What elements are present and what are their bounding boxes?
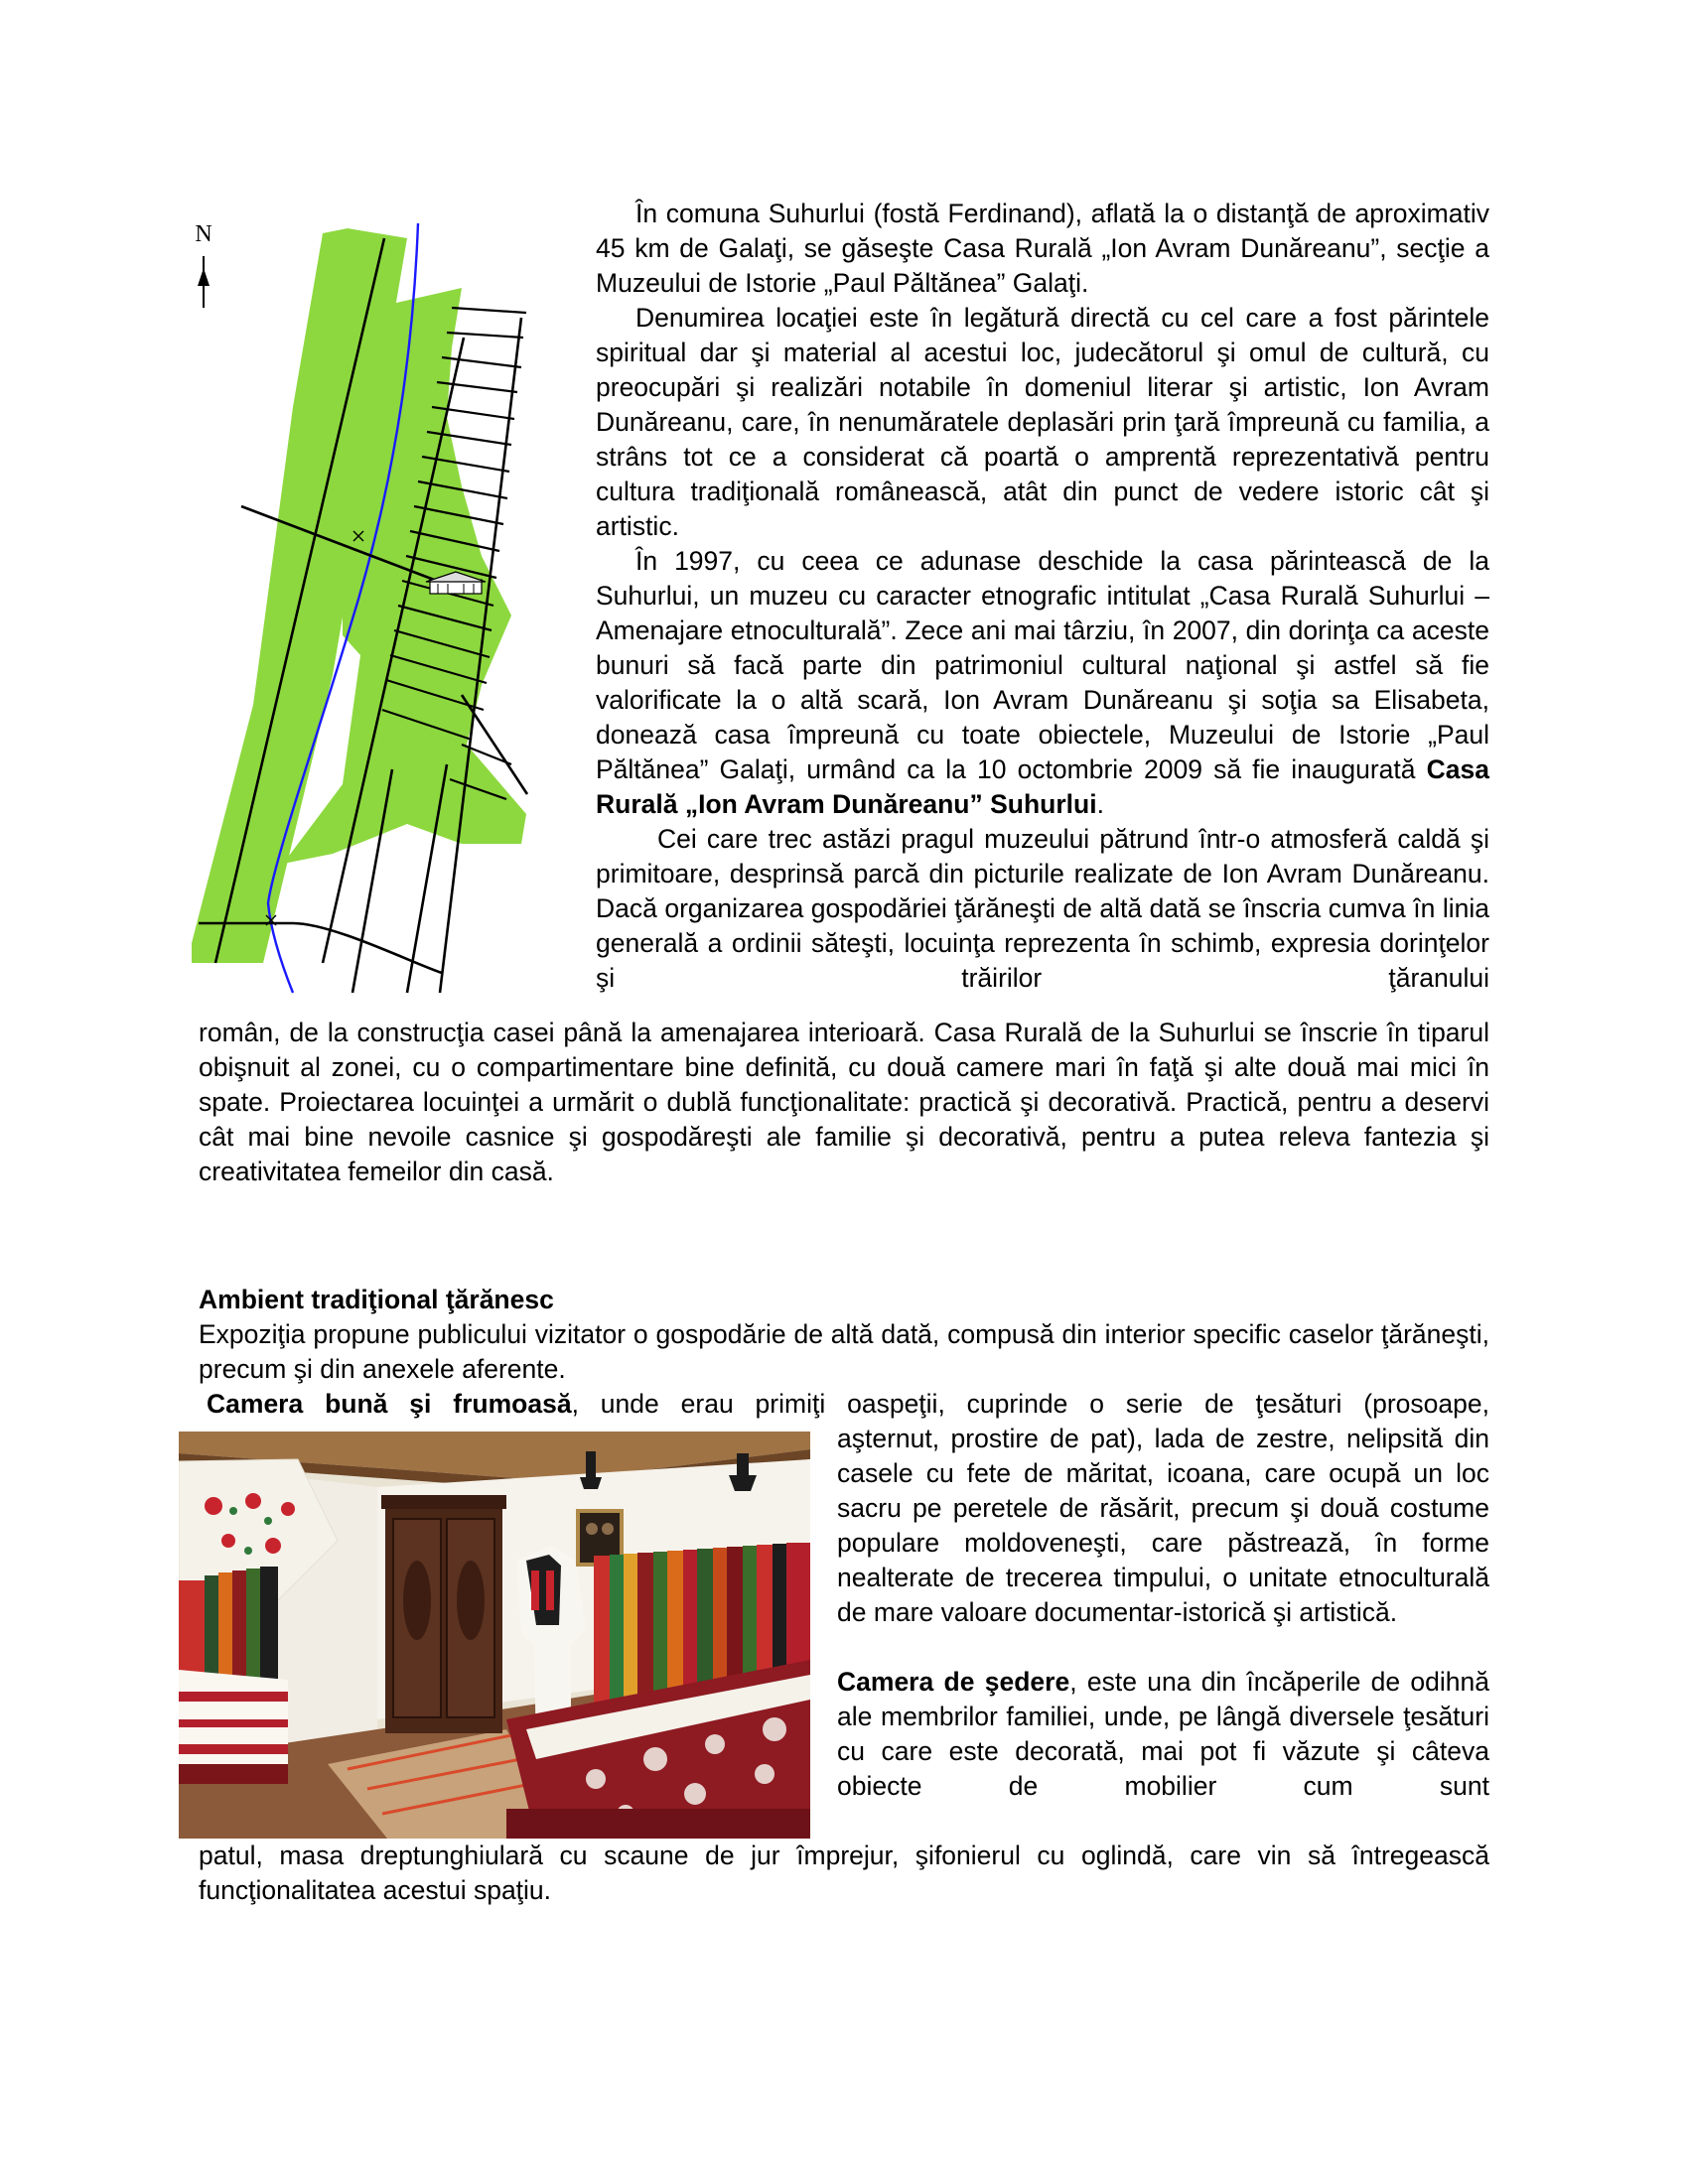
museum-name-bold: Casa Rurală „Ion Avram Dunăreanu” Suhurlui: [596, 754, 1489, 819]
section-paragraph-1: Expoziţia propune publicului vizitator o gospodărie de altă dată, compusă din interior specific caselor ţărăneşti, precum şi din anexele aferente.: [199, 1319, 1489, 1384]
intro-paragraph-4-top: Cei care trec astăzi pragul muzeului pătrund într-o atmosferă caldă şi primitoare, desprinsă parcă din picturile realizate de Ion Avram Dunăreanu. Dacă organizarea gospodăriei ţărăneşti de altă dată se înscria cumva în linia generală a ordinii săteşti, locuinţa reprezenta în schimb, expresia dorinţelor şi trăirilor ţăranului: [596, 824, 1489, 993]
room-photo: [179, 1432, 810, 1839]
section-paragraph-3-a: , este una din încăperile de odihnă ale membrilor familiei, unde, pe lângă diversele ţesături cu care este decorată, mai pot fi văzute şi câteva obiecte de mobilier cum sunt: [837, 1667, 1489, 1801]
section-paragraph-2-b: aşternut, prostire de pat), lada de zestre, nelipsită din casele cu fete de măritat, icoana, care ocupă un loc sacru pe peretele de răsărit, precum şi două costume populare moldoveneşti, care păstrează, în forme nealterate de trecerea timpului, o unitate etnoculturală de mare valoare documentar-istorică şi artistică.: [837, 1424, 1489, 1627]
section-paragraph-3-b: patul, masa dreptunghiulară cu scaune de jur împrejur, şifonierul cu oglindă, care vin să întregească funcţionalitatea acestui spaţiu.: [199, 1841, 1489, 1905]
intro-paragraph-3-text: În 1997, cu ceea ce adunase deschide la casa părintească de la Suhurlui, un muzeu cu caracter etnografic intitulat „Casa Rurală Suhurlui – Amenajare etnoculturală”. Zece ani mai târziu, în 2007, din dorinţa ca aceste bunuri să facă parte din patrimoniul cultural naţional şi astfel să fie valorificate la o altă scară, Ion Avram Dunăreanu şi soţia sa Elisabeta, donează casa împreună cu toate obiectele, Muzeului de Istorie „Paul Păltănea” Galaţi, urmând ca la 10 octombrie 2009 să fie inaugurată: [596, 546, 1489, 784]
intro-paragraph-4-bottom: român, de la construcţia casei până la amenajarea interioară. Casa Rurală de la Suhurlui se înscrie în tiparul obişnuit al zonei, cu o compartimentare bine definită, cu două camere mari în faţă şi alte două mai mici în spate. Proiectarea locuinţei a urmărit o dublă funcţionalitate: practică şi decorativă. Practică, pentru a deservi cât mai bine nevoile casnice şi gospodăreşti ale familie şi decorativă, pentru a putea releva fantezia şi creativitatea femeilor din casă.: [199, 1018, 1489, 1186]
section-paragraph-2-a: , unde erau primiţi oaspeţii, cuprinde o serie de ţesături (prosoape,: [571, 1389, 1489, 1419]
north-label: N: [195, 221, 212, 247]
intro-paragraph-3: [596, 544, 1489, 822]
section-paragraph-3-top: [837, 1665, 1489, 1804]
room-living-title: Camera de şedere: [837, 1667, 1070, 1697]
photo-side-column: [837, 1422, 1489, 1804]
intro-paragraph-2: Denumirea locaţiei este în legătură directă cu cel care a fost părintele spiritual dar şi material al acestui loc, judecătorul şi omul de cultură, cu preocupări şi realizări notabile în domeniul literar şi artistic, Ion Avram Dunăreanu, care, în nenumăratele deplasări prin ţară împreună cu familia, a strâns tot ce a considerat că poartă o amprentă reprezentativă pentru cultura tradiţională românească, atât din punct de vedere istoric cât şi artistic.: [596, 303, 1489, 541]
section-heading: Ambient tradiţional ţărănesc: [199, 1285, 554, 1314]
intro-column: [596, 197, 1489, 996]
north-arrow-icon: [195, 221, 211, 308]
room-good-title: Camera bună şi frumoasă: [207, 1389, 572, 1419]
intro-paragraph-1: În comuna Suhurlui (fostă Ferdinand), aflată la o distanţă de aproximativ 45 km de Galaţi, se găseşte Casa Rurală „Ion Avram Dunăreanu”, secţie a Muzeului de Istorie „Paul Păltănea” Galaţi.: [596, 199, 1489, 298]
section-paragraph-2-line: [207, 1387, 1489, 1422]
village-map: [184, 208, 581, 1013]
intro-paragraph-3-end: .: [1096, 789, 1104, 819]
